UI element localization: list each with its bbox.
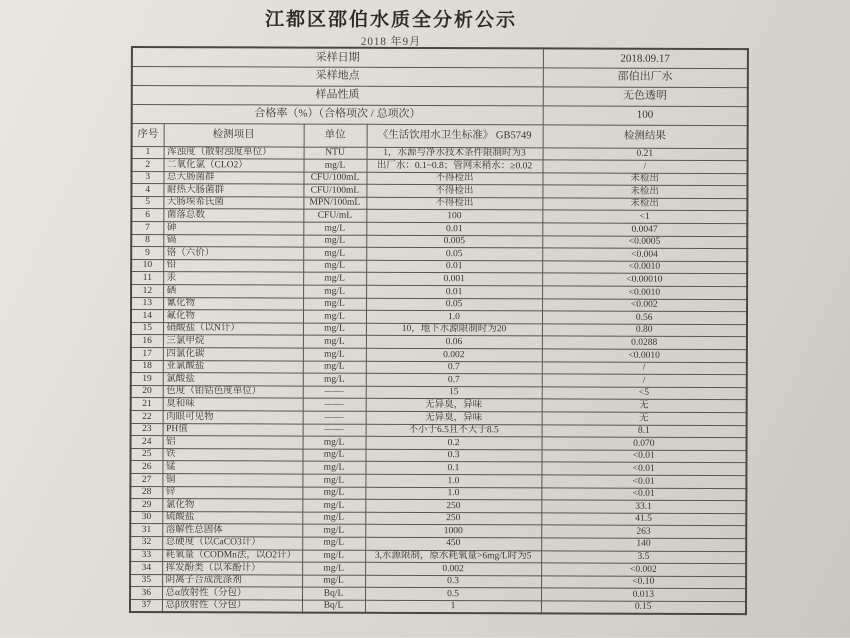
result-value: <0.01 [541,462,746,475]
result-value: 0.0047 [542,223,747,236]
standard-limit: 不小于6.5且不大于8.5 [366,424,542,437]
result-value: <0.01 [541,487,746,500]
row-index: 28 [130,486,162,499]
unit-cell: mg/L [302,562,365,575]
info-value-sample-property: 无色透明 [543,86,748,106]
unit-cell: mg/L [303,348,366,361]
result-value: 140 [541,538,746,551]
result-value: 41.5 [541,513,746,526]
result-value: / [542,374,747,387]
column-header-index: 序号 [132,123,164,146]
standard-limit: 无异臭，异味 [366,411,542,424]
parameter-name: 浑浊度（散射浊度单位） [164,146,304,159]
parameter-name: 溶解性总固体 [162,524,302,537]
row-index: 29 [130,499,162,512]
row-index: 26 [130,461,162,474]
standard-limit: 0.01 [366,285,542,298]
parameter-name: 铁 [163,448,303,461]
parameter-name: 硒 [163,285,303,298]
unit-cell: mg/L [303,235,366,248]
row-index: 25 [131,448,163,461]
standard-limit: 0.05 [366,298,542,311]
table-info-section [132,47,748,148]
parameter-name: 锰 [162,461,302,474]
row-index: 7 [131,222,163,235]
row-index: 1 [132,146,164,159]
unit-cell: mg/L [302,550,365,563]
unit-cell: mg/L [302,512,365,525]
unit-cell: mg/L [302,474,365,487]
standard-limit: 0.01 [366,222,542,235]
standard-limit: 无异臭，异味 [366,399,542,412]
row-index: 2 [132,159,164,172]
row-index: 5 [131,196,163,209]
unit-cell: —— [303,411,366,424]
unit-cell: mg/L [302,487,365,500]
unit-cell: CFU/100mL [303,184,366,197]
info-row-sampling-date [132,47,748,68]
result-value: 未检出 [542,198,747,211]
result-value: <0.0010 [542,286,747,299]
row-index: 12 [131,285,163,298]
result-value: / [543,160,748,173]
result-value: 0.0288 [542,336,747,349]
result-value: 263 [541,525,746,538]
parameter-name: 四氯化碳 [163,348,303,361]
parameter-name: 铅 [163,259,303,272]
row-index: 9 [131,247,163,260]
unit-cell: mg/L [303,449,366,462]
parameter-name: 耐热大肠菌群 [163,184,303,197]
parameter-name: 氰化物 [163,297,303,310]
row-index: 13 [131,297,163,310]
standard-limit: 0.005 [366,235,542,248]
info-value-sampling-location: 邵伯出厂水 [543,67,748,87]
document-header [1,4,781,51]
parameter-name: 挥发酚类（以苯酚计） [162,562,302,575]
unit-cell: mg/L [303,335,366,348]
result-value: <0.0010 [542,349,747,362]
parameter-name: 氯化物 [162,499,302,512]
standard-limit: 不得检出 [366,197,542,210]
parameter-name: 砷 [163,222,303,235]
unit-cell: mg/L [304,159,367,172]
row-index: 24 [131,436,163,449]
row-index: 27 [130,473,162,486]
parameter-name: 亚氯酸盐 [163,360,303,373]
parameter-name: 耗氧量（CODMn法，以O2计） [162,549,302,562]
water-quality-table [129,46,749,615]
column-header-result: 检测结果 [543,124,748,148]
standard-limit: 3,水源限制，原水耗氧量>6mg/L时为5 [365,550,541,563]
info-row-sampling-location [132,66,748,87]
result-value: / [542,362,747,375]
standard-limit: 0.7 [366,361,542,374]
result-value: 8.1 [542,424,747,437]
unit-cell: CFU/100mL [303,172,366,185]
info-value-sampling-date: 2018.09.17 [543,48,748,68]
standard-limit: 0.7 [366,373,542,386]
parameter-name: 臭和味 [163,398,303,411]
info-label-sampling-location: 采样地点 [132,66,543,86]
standard-limit: 250 [365,499,541,512]
unit-cell: mg/L [303,436,366,449]
standard-limit: 出厂水：0.1~0.8；管网末稍水：≥0.02 [367,159,543,172]
unit-cell: —— [303,398,366,411]
unit-cell: Bq/L [302,600,365,613]
result-value: 0.21 [543,147,748,160]
result-value: <0.002 [542,299,747,312]
info-row-sample-property [132,85,748,106]
standard-limit: 1.0 [366,311,542,324]
result-value: <0.00010 [542,273,747,286]
info-label-pass-rate: 合格率（%）（合格项次 / 总项次） [132,104,543,124]
result-value: <0.10 [541,576,746,589]
standard-limit: 0.002 [366,348,542,361]
unit-cell: mg/L [303,285,366,298]
result-value: <5 [542,387,747,400]
row-index: 20 [131,385,163,398]
result-value: 0.56 [542,311,747,324]
unit-cell: Bq/L [302,587,365,600]
row-index: 19 [131,373,163,386]
parameter-name: 铝 [163,436,303,449]
standard-limit: 不得检出 [366,185,542,198]
standard-limit: 0.3 [365,575,541,588]
standard-limit: 不得检出 [366,172,542,185]
standard-limit: 1，水源与净水技术条件限制时为3 [367,147,543,160]
results-table-body [130,146,748,614]
unit-cell: mg/L [303,222,366,235]
row-index: 37 [130,599,162,612]
parameter-name: 肉眼可见物 [163,411,303,424]
page-subtitle: 2018 年9月 [360,35,422,48]
unit-cell: mg/L [303,310,366,323]
standard-limit: 0.002 [365,562,541,575]
parameter-name: 硝酸盐（以N计） [163,322,303,335]
result-value: <0.002 [541,563,746,576]
parameter-name: 色度（铂钴色度单位） [163,385,303,398]
standard-limit: 100 [366,210,542,223]
unit-cell: mg/L [302,499,365,512]
parameter-name: 锌 [162,486,302,499]
standard-limit: 0.5 [365,588,541,601]
result-value: 0.013 [541,588,746,601]
unit-cell: mg/L [302,537,365,550]
parameter-name: 氟化物 [163,310,303,323]
row-index: 34 [130,562,162,575]
result-value: <1 [542,210,747,223]
result-value: 3.5 [541,550,746,563]
row-index: 23 [131,423,163,436]
row-index: 10 [131,259,163,272]
row-index: 30 [130,511,162,524]
row-index: 8 [131,234,163,247]
parameter-name: 氯酸盐 [163,373,303,386]
row-index: 35 [130,574,162,587]
row-index: 21 [131,398,163,411]
result-value: <0.0010 [542,261,747,274]
unit-cell: CFU/mL [303,210,366,223]
row-index: 32 [130,536,162,549]
result-value: <0.01 [541,475,746,488]
row-index: 11 [131,272,163,285]
result-value: 0.15 [541,601,746,614]
column-header-standard: 《生活饮用水卫生标准》 GB5749 [367,124,543,148]
unit-cell: mg/L [302,461,365,474]
row-index: 4 [131,184,163,197]
result-value: 无 [542,399,747,412]
standard-limit: 0.2 [366,436,542,449]
column-header-unit: 单位 [304,124,367,147]
unit-cell: NTU [304,147,367,160]
parameter-name: 三氯甲烷 [163,335,303,348]
parameter-name: 总α放射性（分包） [162,587,302,600]
unit-cell: mg/L [303,373,366,386]
unit-cell: mg/L [303,298,366,311]
unit-cell: mg/L [302,524,365,537]
result-value: 未检出 [542,185,747,198]
result-value: <0.0005 [542,236,747,249]
parameter-name: 铜 [162,474,302,487]
info-value-pass-rate: 100 [543,105,748,125]
parameter-name: 总硬度（以CaCO3计） [162,536,302,549]
unit-cell: mg/L [302,575,365,588]
standard-limit: 1 [365,600,541,613]
info-label-sampling-date: 采样日期 [132,47,543,67]
parameter-name: 菌落总数 [163,209,303,222]
standard-limit: 1000 [365,525,541,538]
standard-limit: 0.3 [366,449,542,462]
row-index: 14 [131,310,163,323]
parameter-name: 硫酸盐 [162,511,302,524]
result-value: 0.070 [542,437,747,450]
parameter-name: 铬（六价） [163,247,303,260]
row-index: 3 [131,171,163,184]
parameter-name: 总大肠菌群 [163,171,303,184]
parameter-name: 阴离子合成洗涤剂 [162,574,302,587]
standard-limit: 15 [366,386,542,399]
parameter-name: 总β放射性（分包） [162,599,302,612]
unit-cell: mg/L [303,260,366,273]
standard-limit: 0.001 [366,273,542,286]
standard-limit: 1.0 [365,474,541,487]
standard-limit: 10，地下水源限制时为20 [366,323,542,336]
parameter-name: 二氧化氯（CLO2） [164,159,304,172]
unit-cell: mg/L [303,361,366,374]
row-index: 16 [131,335,163,348]
row-index: 15 [131,322,163,335]
unit-cell: mg/L [303,247,366,260]
result-value: <0.004 [542,248,747,261]
table-header-row [132,123,748,148]
row-index: 18 [131,360,163,373]
standard-limit: 250 [365,512,541,525]
info-label-sample-property: 样品性质 [132,85,543,105]
parameter-name: 汞 [163,272,303,285]
unit-cell: mg/L [303,323,366,336]
standard-limit: 0.01 [366,260,542,273]
result-value: 无 [542,412,747,425]
result-value: 0.80 [542,324,747,337]
row-index: 17 [131,347,163,360]
standard-limit: 0.05 [366,248,542,261]
row-index: 6 [131,209,163,222]
unit-cell: —— [303,424,366,437]
page-title: 江都区邵伯水质全分析公示 [264,9,518,32]
parameter-name: PH值 [163,423,303,436]
unit-cell: —— [303,386,366,399]
parameter-name: 大肠埃希氏菌 [163,196,303,209]
result-value: 未检出 [542,173,747,186]
standard-limit: 1.0 [365,487,541,500]
result-row [130,599,746,614]
info-row-pass-rate [132,104,748,125]
row-index: 22 [131,410,163,423]
unit-cell: MPN/100mL [303,197,366,210]
standard-limit: 450 [365,537,541,550]
standard-limit: 0.06 [366,336,542,349]
column-header-parameter: 检测项目 [164,123,304,146]
result-value: <0.01 [541,450,746,463]
unit-cell: mg/L [303,273,366,286]
row-index: 33 [130,549,162,562]
standard-limit: 0.1 [365,462,541,475]
row-index: 36 [130,587,162,600]
result-value: 33.1 [541,500,746,513]
row-index: 31 [130,524,162,537]
parameter-name: 镉 [163,234,303,247]
